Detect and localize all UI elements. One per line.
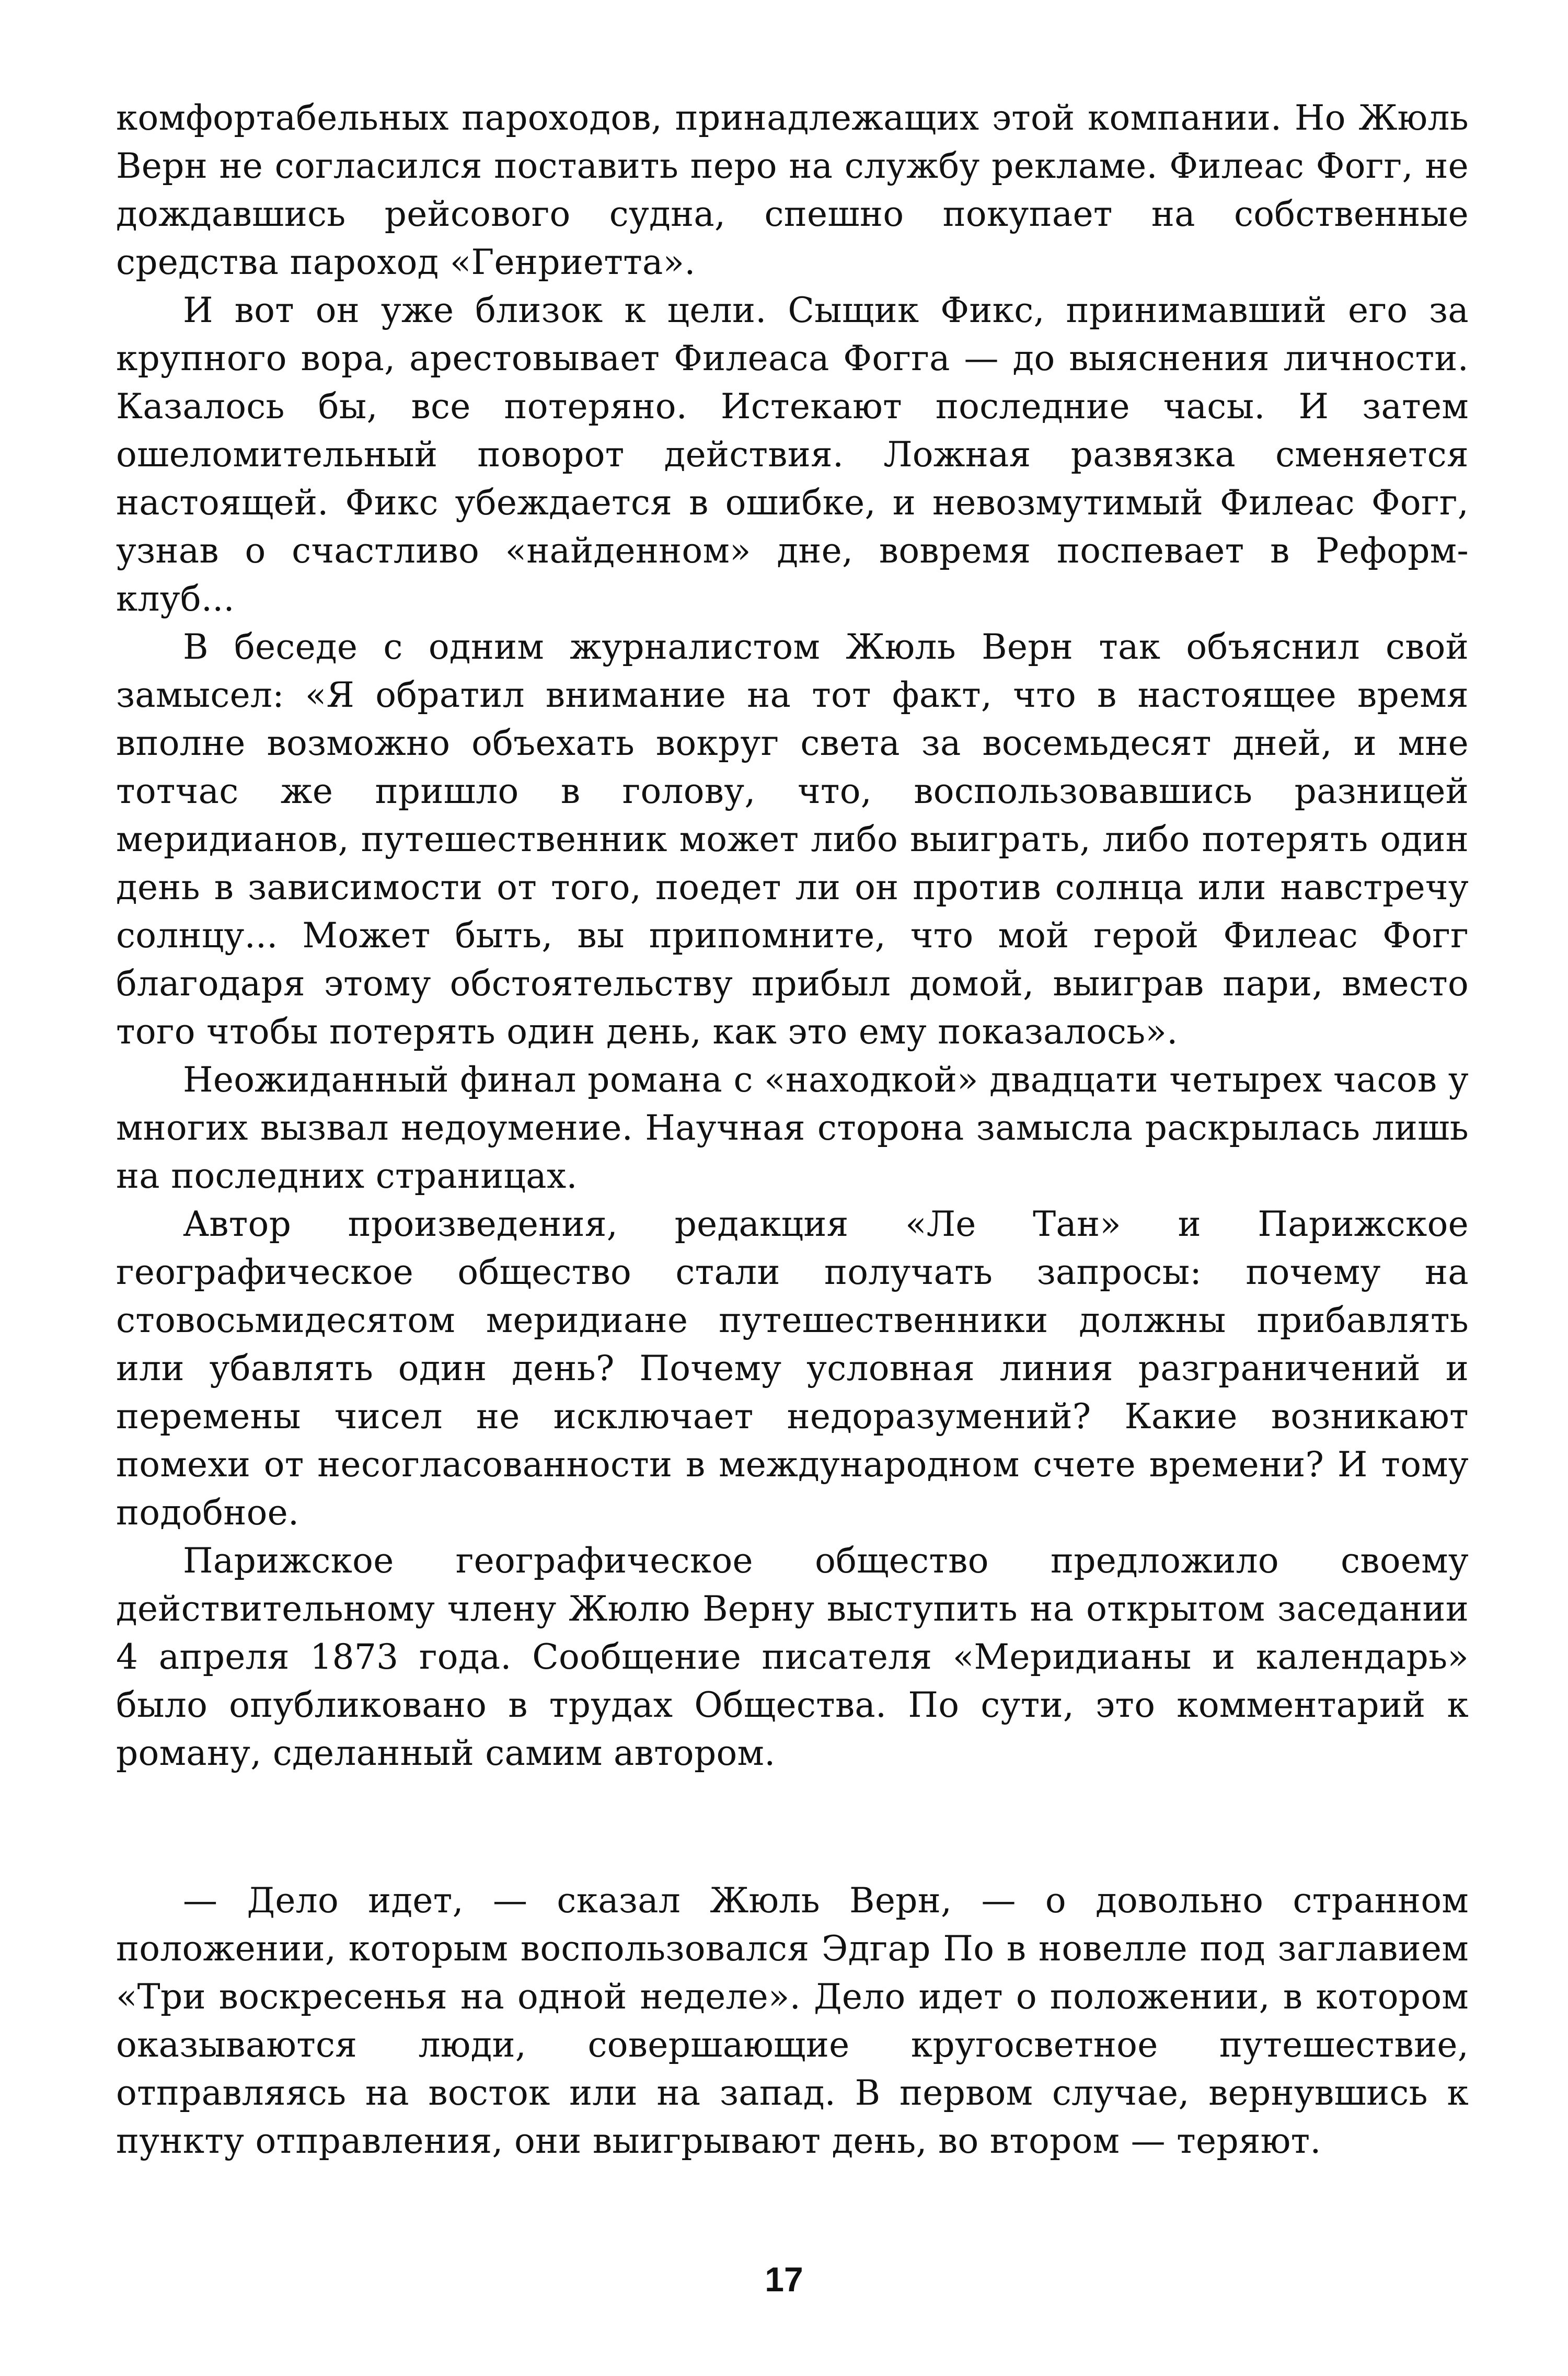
- paragraph-4: Неожиданный финал романа с «находкой» двадцати четырех часов у многих вызвал недоумение. Научная сторона замысла раскрылась лишь на последних страницах.: [116, 1060, 1469, 1196]
- paragraph-6: Парижское географическое общество предложило своему действительному члену Жюлю Верну выступить на открытом заседании 4 апреля 1873 года. Сообщение писателя «Меридианы и календарь» было опубликовано в трудах Общества. По сути, это комментарий к роману, сделанный самим автором.: [116, 1541, 1469, 1773]
- quote-block: [116, 1877, 1469, 2165]
- paragraph-3: В беседе с одним журналистом Жюль Верн так объяснил свой замысел: «Я обратил внимание на тот факт, что в настоящее время вполне возможно объехать вокруг света за восемьдесят дней, и мне тотчас же пришло в голову, что, воспользовавшись разницей меридианов, путешественник может либо выиграть, либо потерять один день в зависимости от того, поедет ли он против солнца или навстречу солнцу... Может быть, вы припомните, что мой герой Филеас Фогг благодаря этому обстоятельству прибыл домой, выиграв пари, вместо того чтобы потерять один день, как это ему показалось».: [116, 627, 1469, 1052]
- paragraph-1: комфортабельных пароходов, принадлежащих этой компании. Но Жюль Верн не согласился поставить перо на службу рекламе. Филеас Фогг, не дождавшись рейсового судна, спешно покупает на собственные средства пароход «Генриетта».: [116, 98, 1469, 282]
- paragraph-5: Автор произведения, редакция «Ле Тан» и Парижское географическое общество стали получать запросы: почему на стовосьмидесятом меридиане путешественники должны прибавлять или убавлять один день? Почему условная линия разграничений и перемены чисел не исключает недоразумений? Какие возникают помехи от несогласованности в международном счете времени? И тому подобное.: [116, 1204, 1469, 1533]
- page-number: 17: [765, 2260, 803, 2299]
- main-text-block: [116, 94, 1469, 1777]
- quote-paragraph: — Дело идет, — сказал Жюль Верн, — о довольно странном положении, которым воспользовался Эдгар По в новелле под заглавием «Три воскресенья на одной неделе». Дело идет о положении, в котором оказываются люди, совершающие кругосветное путешествие, отправляясь на восток или на запад. В первом случае, вернувшись к пункту отправления, они выигрывают день, во втором — теряют.: [116, 1880, 1469, 2161]
- paragraph-2: И вот он уже близок к цели. Сыщик Фикс, принимавший его за крупного вора, арестовывает Филеаса Фогга — до выяснения личности. Казалось бы, все потеряно. Истекают последние часы. И затем ошеломительный поворот действия. Ложная развязка сменяется настоящей. Фикс убеждается в ошибке, и невозмутимый Филеас Фогг, узнав о счастливо «найденном» дне, вовремя поспевает в Реформ-клуб...: [116, 290, 1469, 619]
